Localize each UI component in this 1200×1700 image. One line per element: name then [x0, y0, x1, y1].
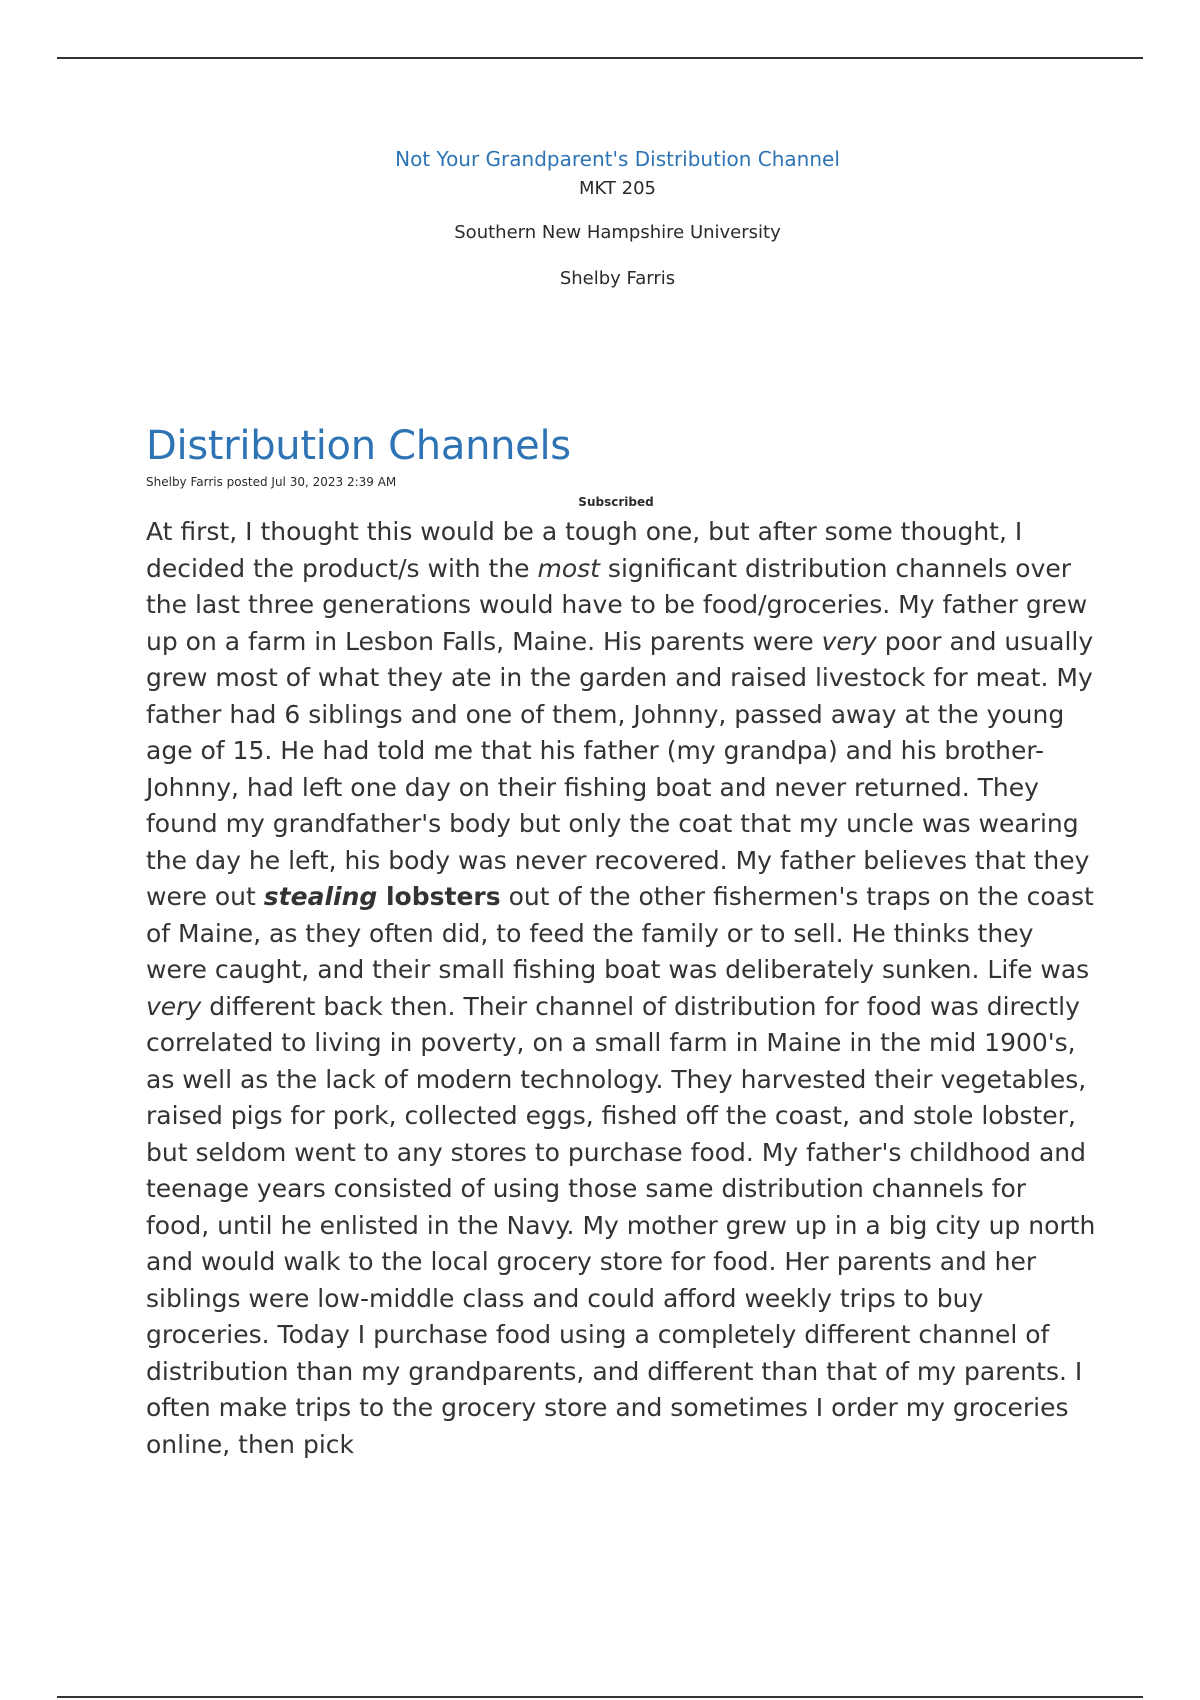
emphasis-text: stealing [263, 882, 378, 911]
top-rule [57, 57, 1143, 59]
body-text: different back then. Their channel of distribution for food was directly correlated to living in poverty, on a small farm in Maine in the mid 1900's, as well as the lack of modern technology. They harvested their vegetables, raised pigs for pork, collected eggs, fished off the coast, and stole lobster, but seldom went to any stores to purchase food. My father's childhood and teenage years consisted of using those same distribution channels for food, until he enlisted in the Navy. My mother grew up in a big city up north and would walk to the local grocery store for food. Her parents and her siblings were low-middle class and could afford weekly trips to buy groceries. Today I purchase food using a completely different channel of distribution than my grandparents, and different than that of my parents. I often make trips to the grocery store and sometimes I order my groceries online, then pick [146, 991, 1096, 1459]
post-meta: Shelby Farris posted Jul 30, 2023 2:39 AM [146, 475, 397, 489]
bottom-rule [57, 1696, 1143, 1698]
post-heading: Distribution Channels [146, 423, 571, 469]
body-text: out of the other fishermen's traps on the coast of Maine, as they often did, to feed the family or to sell. He thinks they were caught, and their small fishing boat was deliberately sunken. Life was [146, 882, 1094, 984]
emphasis-text: very [146, 991, 202, 1021]
body-text: poor and usually grew most of what they ate in the garden and raised livestock for meat. My father had 6 siblings and one of them, Johnny, passed away at the young age of 15. He had told me that his father (my grandpa) and his brother- Johnny, had left one day on their fishing boat and never returned. They found my grandfather's body but only the coat that my uncle was wearing the day he left, his body was never recovered. My father believes that they were out [146, 626, 1094, 911]
strong-text-tail: lobsters [377, 882, 501, 911]
post-body [146, 514, 1096, 1463]
subscribed-badge: Subscribed [578, 495, 654, 509]
body-text: significant distribution channels over the last three generations would have to be food/groceries. My father grew up on a farm in Lesbon Falls, Maine. His parents were [146, 553, 1088, 656]
body-text: At first, I thought this would be a tough one, but after some thought, I decided the product/s with the [146, 517, 1023, 583]
document-title: Not Your Grandparent's Distribution Channel [395, 147, 840, 171]
title-page-block [0, 144, 1200, 294]
discussion-post [146, 420, 1096, 1463]
emphasis-text: very [821, 626, 877, 656]
strong-text [264, 882, 501, 911]
author-name: Shelby Farris [559, 268, 676, 289]
university-name: Southern New Hampshire University [454, 222, 781, 243]
course-code: MKT 205 [578, 178, 656, 199]
emphasis-text: most [537, 553, 600, 583]
